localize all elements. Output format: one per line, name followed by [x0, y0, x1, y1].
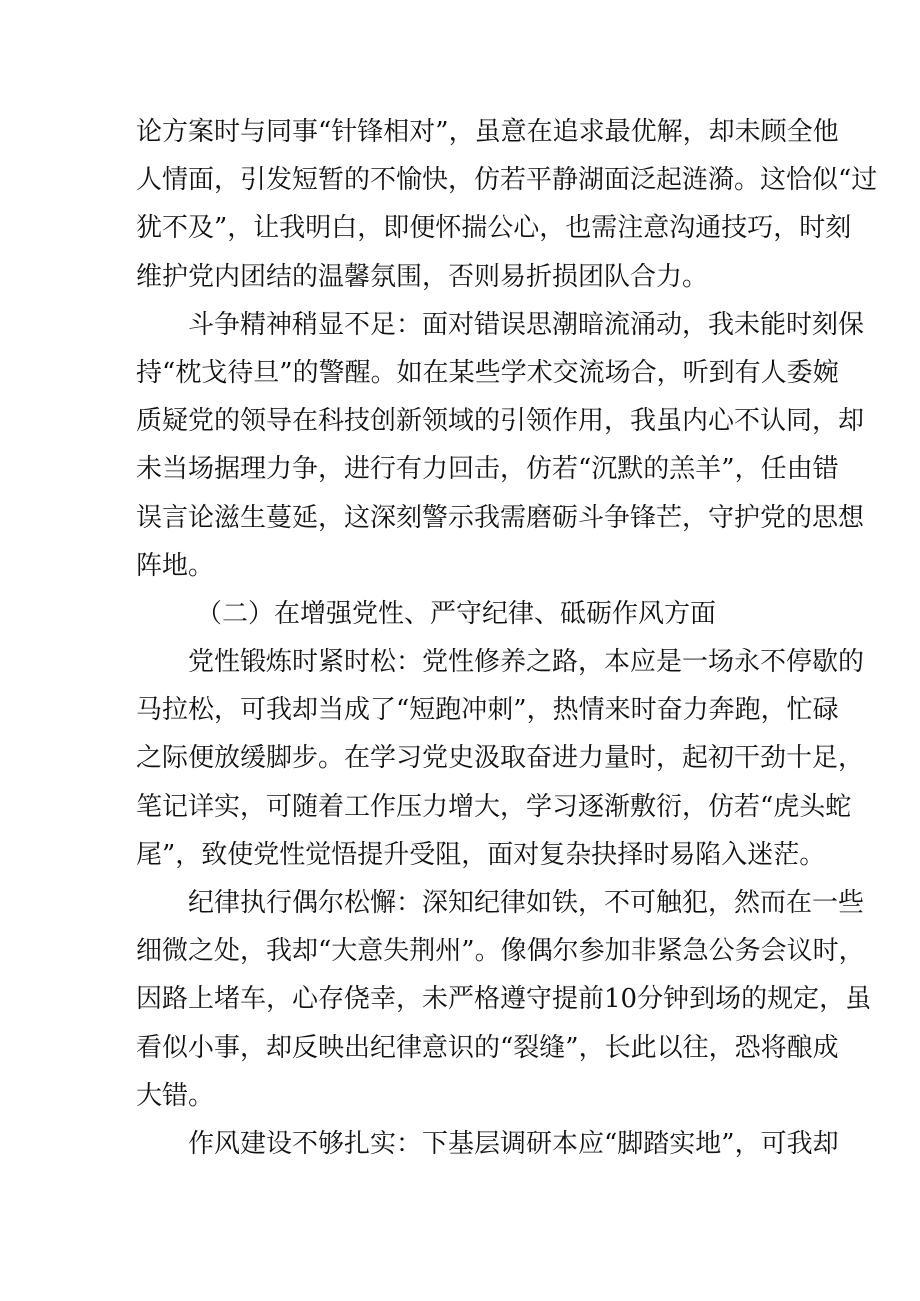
- text-line: 持“枕戈待旦”的警醒。如在某些学术交流场合，听到有人委婉: [136, 357, 839, 388]
- paragraph-start-line: 党性锻炼时紧时松：党性修养之路，本应是一场永不停歇的: [188, 647, 865, 678]
- text-line: 细微之处，我却“大意失荆州”。像偶尔参加非紧急公务会议时，: [136, 936, 865, 967]
- text-line: 论方案时与同事“针锋相对”，虽意在追求最优解，却未顾全他: [136, 117, 839, 147]
- text-line: 尾”，致使党性觉悟提升受阻，面对复杂抉择时易陷入迷茫。: [136, 839, 826, 870]
- text-line: 看似小事，却反映出纪律意识的“裂缝”，长此以往，恐将酿成: [136, 1032, 839, 1063]
- text-line: 质疑党的领导在科技创新领域的引领作用，我虽内心不认同，却: [136, 406, 865, 437]
- paragraph-start-line: 斗争精神稍显不足：面对错误思潮暗流涌动，我未能时刻保: [188, 309, 865, 340]
- text-line: 大错。: [136, 1080, 215, 1111]
- text-line: 维护党内团结的温馨氛围，否则易折损团队合力。: [136, 261, 709, 292]
- paragraph-start-line: 纪律执行偶尔松懈：深知纪律如铁，不可触犯，然而在一些: [188, 888, 865, 918]
- text-line: 未当场据理力争，进行有力回击，仿若“沉默的羔羊”，任由错: [136, 454, 839, 485]
- text-line: 笔记详实，可随着工作压力增大，学习逐渐敷衍，仿若“虎头蛇: [136, 791, 852, 822]
- text-line: 之际便放缓脚步。在学习党史汲取奋进力量时，起初干劲十足，: [136, 743, 865, 774]
- text-line: 因路上堵车，心存侥幸，未严格遵守提前10分钟到场的规定，虽: [136, 984, 872, 1015]
- text-line: 犹不及”，让我明白，即便怀揣公心，也需注意沟通技巧，时刻: [136, 213, 852, 244]
- section-heading: （二）在增强党性、严守纪律、砥砺作风方面: [196, 598, 717, 629]
- text-line: 马拉松，可我却当成了“短跑冲刺”，热情来时奋力奔跑，忙碌: [136, 695, 839, 726]
- text-line: 人情面，引发短暂的不愉快，仿若平静湖面泛起涟漪。这恰似“过: [136, 165, 878, 196]
- document-body: [136, 108, 878, 1168]
- text-line: 阵地。: [136, 550, 215, 581]
- paragraph-start-line: 作风建设不够扎实：下基层调研本应“脚踏实地”，可我却: [188, 1128, 839, 1159]
- text-line: 误言论滋生蔓延，这深刻警示我需磨砺斗争锋芒，守护党的思想: [136, 502, 865, 533]
